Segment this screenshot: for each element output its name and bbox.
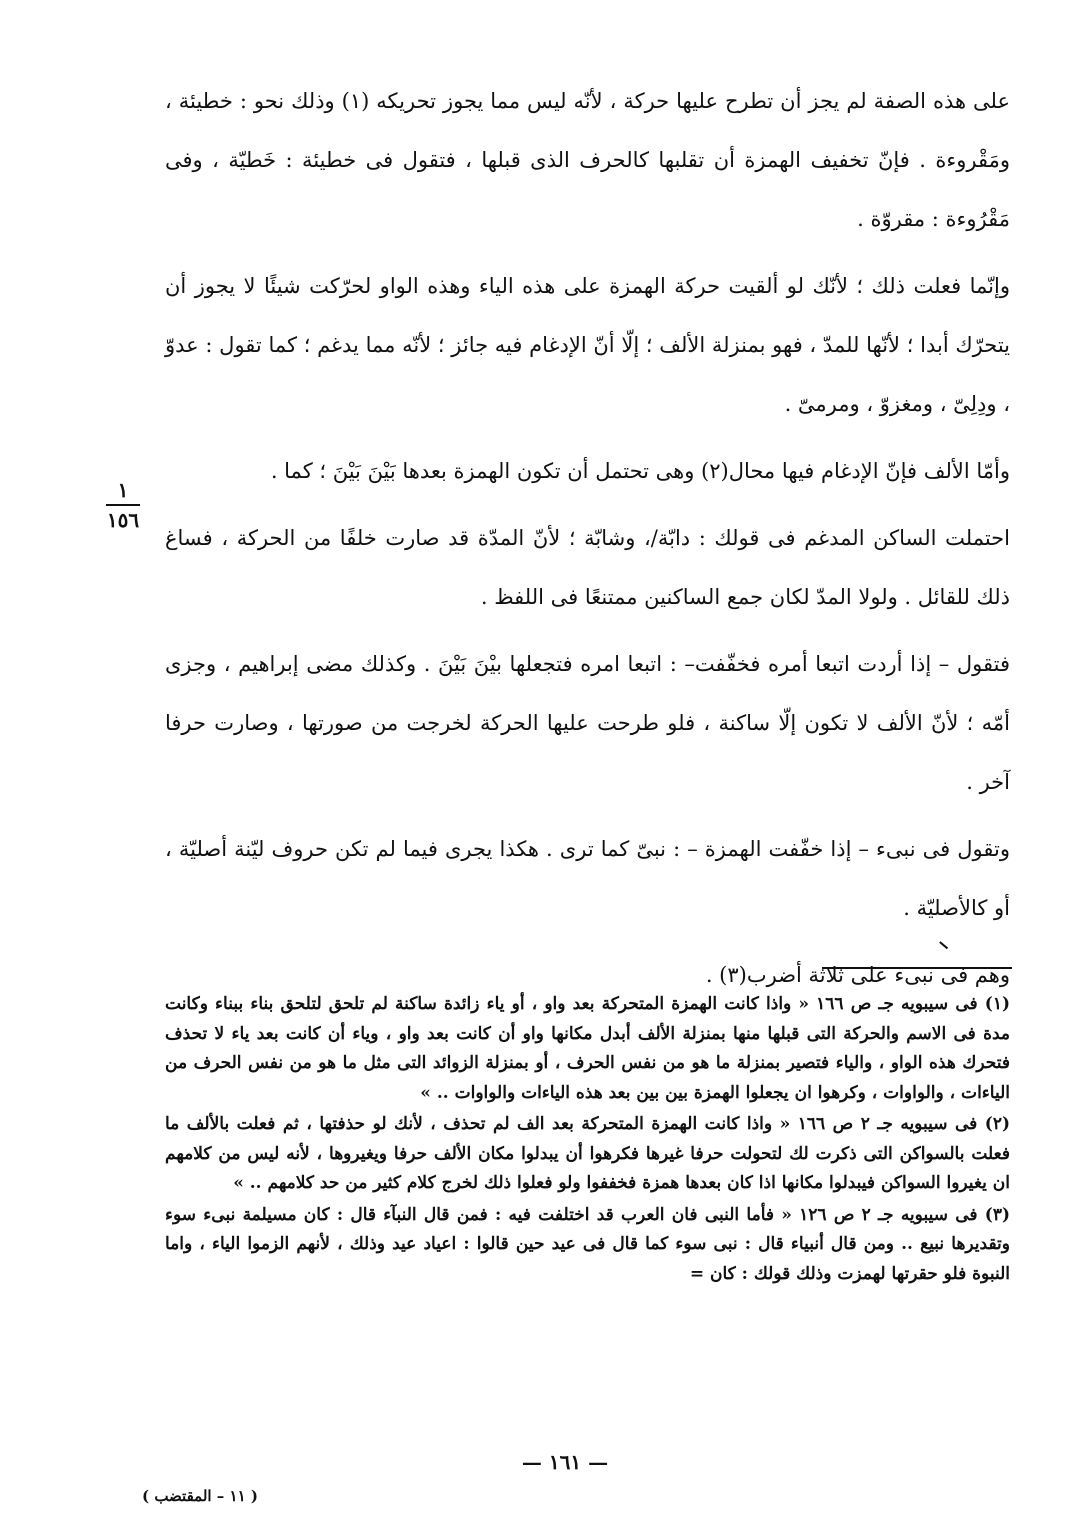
- paragraph-7: وهم فى نبىء على ثلاثة أضرب(٣) .: [705, 963, 1010, 987]
- margin-reference-rule: [106, 504, 140, 506]
- paragraph-6: وتقول فى نبىء – إذا خفّفت الهمزة – : نبىّ كما ترى . هكذا يجرى فيما لم تكن حروف ليّنة أصليّة ، أو كالأصليّة .: [165, 837, 1010, 920]
- paragraph-3: وأمّا الألف فإنّ الإدغام فيها محال(٢) وهى تحتمل أن تكون الهمزة بعدها بَيْنَ بَيْنَ ؛ كما .: [270, 459, 1010, 483]
- footnote-1: (١) فى سيبويه جـ ص ١٦٦ « واذا كانت الهمزة المتحركة بعد واو ، أو ياء زائدة ساكنة لم تلحق لتلحق بناء ببناء وكانت مدة فى الاسم والحركة التى قبلها منها بمنزلة الألف أبدل مكانها واو أن كانت بعد واو ، وياء أن كانت بعد ياء لا تحذف فتحرك هذه الواو ، والياء فتصير بمنزلة ما هو من نفس الحرف ، أو بمنزلة الزوائد التى مثل ما هو من نفس الحرف من الياءات ، والواوات ، وكرهوا ان يجعلوا الهمزة بين بين بعد هذه الياءات والواوات .. »: [165, 994, 1010, 1103]
- page-number: — ١٦١ —: [521, 1450, 609, 1474]
- paragraph-2: وإنّما فعلت ذلك ؛ لأنّك لو ألقيت حركة الهمزة على هذه الياء وهذه الواو لحرّكت شيئًا لا يجوز أن يتحرّك أبدا ؛ لأنّها للمدّ ، فهو بمنزلة الألف ؛ إلّا أنّ الإدغام فيه جائز ؛ لأنّه مما يدغم ؛ كما تقول : عدوّ ، ودِلِىّ ، ومغزوّ ، ومرمىّ .: [165, 274, 1010, 416]
- paragraph-4: احتملت الساكن المدغم فى قولك : دابّة/، وشابّة ؛ لأنّ المدّة قد صارت خلفًا من الحركة ، فساغ ذلك للقائل . ولولا المدّ لكان جمع الساكنين ممتنعًا فى اللفظ .: [165, 526, 1010, 609]
- margin-reference-bottom: ١٥٦: [106, 508, 140, 532]
- margin-reference: [100, 478, 146, 532]
- footnotes: [165, 990, 1010, 1291]
- margin-reference-top: ١: [117, 478, 129, 502]
- main-text: [165, 72, 1010, 1005]
- footnote-3: (٣) فى سيبويه جـ ٢ ص ١٢٦ « فأما النبى فان العرب قد اختلفت فيه : فمن قال النبآء قال : كان مسيلمة نبىء سوء وتقديرها نبيع .. ومن قال أنبياء قال : نبى سوء كما قال فى عيد حين قالوا : اعياد عيد وذلك ، لأنهم الزموا الياء ، واما النبوة فلو حقرتها لهمزت وذلك قولك : كان =: [165, 1204, 1011, 1284]
- signature-mark: ( ١١ – المقتضب ): [142, 1487, 258, 1505]
- footnote-separator: [822, 967, 1012, 969]
- footnote-2: (٢) فى سيبويه جـ ٢ ص ١٦٦ « واذا كانت الهمزة المتحركة بعد الف لم تحذف ، لأنك لو حذفتها ، ثم فعلت بالألف ما فعلت بالسواكن التى ذكرت لك لتحولت حرفا غيرها فكرهوا أن يبدلوا مكان الألف حرفا ويغيروها ، لأنه ليس من كلامهم ان يغيروا السواكن فيبدلوا مكانها اذا كان بعدها همزة فخففوا ولو فعلوا ذلك لخرج كلام كثير من حد كلامهم .. »: [165, 1114, 1011, 1193]
- paragraph-1: على هذه الصفة لم يجز أن تطرح عليها حركة ، لأنّه ليس مما يجوز تحريكه (١) وذلك نحو : خطيئة ، ومَقْروءة . فإنّ تخفيف الهمزة أن تقلبها كالحرف الذى قبلها ، فتقول فى خطيئة : خَطيّة ، وفى مَقْرُوءة : مقروّة .: [165, 89, 1010, 231]
- paragraph-5: فتقول – إذا أردت اتبعا أمره فخفّفت– : اتبعا امره فتجعلها بيْنَ بَيْنَ . وكذلك مضى إبراهيم ، وجزى أمّه ؛ لأنّ الألف لا تكون إلّا ساكنة ، فلو طرحت عليها الحركة لخرجت من صورتها ، وصارت حرفا آخر .: [165, 652, 1010, 794]
